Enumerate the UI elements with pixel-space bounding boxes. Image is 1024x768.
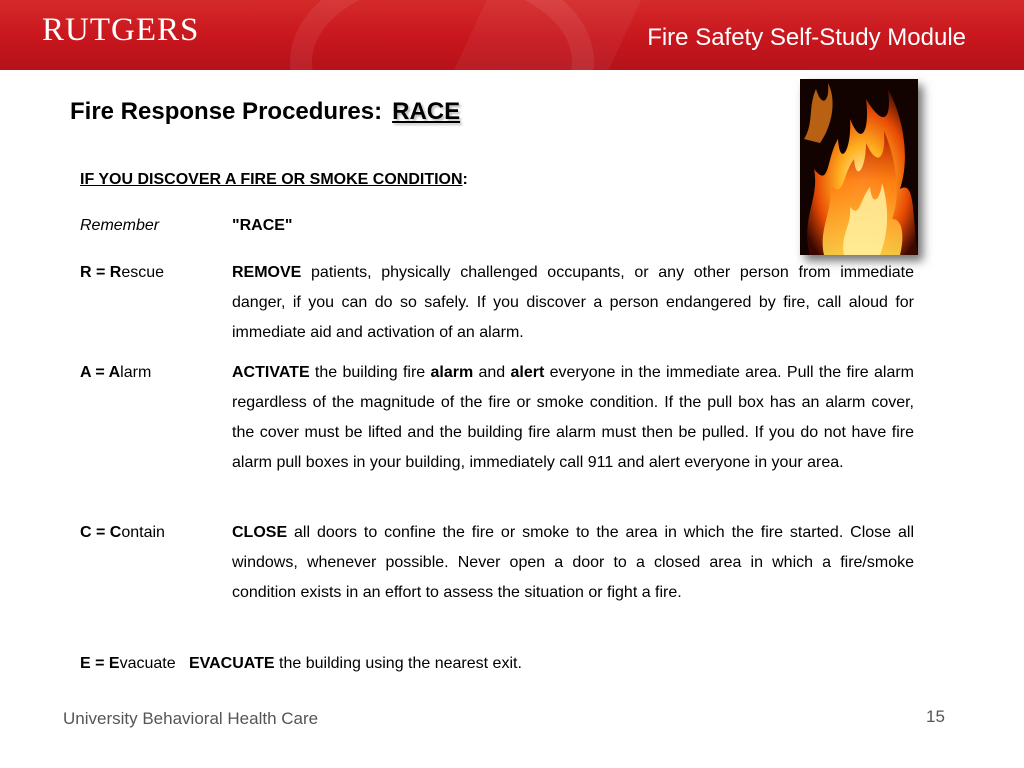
section-heading — [80, 171, 468, 189]
evacuate-body: the building using the nearest exit. — [274, 655, 522, 672]
rescue-label — [80, 264, 164, 282]
evacuate-letter: E = E — [80, 655, 120, 672]
contain-body: all doors to confine the fire or smoke to the area in which the fire started. Close all windows, whenever possible. Never open a door to a closed area in which a fire/smoke condition exists in an effort to assess the situation or fight a fire. — [232, 524, 914, 601]
contain-word: ontain — [121, 524, 165, 541]
contain-label — [80, 524, 165, 542]
rescue-lead: REMOVE — [232, 264, 302, 281]
evacuate-word: vacuate — [119, 655, 176, 672]
alarm-body-3: everyone in the immediate area. Pull the fire alarm regardless of the magnitude of the fire or smoke condition. If the pull box has an alarm cover, the cover must be lifted and the building fire alarm must then be pulled. If you do not have fire alarm pull boxes in your building, immediately call 911 and alert everyone in your area. — [232, 364, 915, 471]
rescue-word: escue — [121, 264, 165, 281]
contain-lead: CLOSE — [232, 524, 288, 541]
remember-value: "RACE" — [232, 217, 293, 234]
section-heading-colon: : — [462, 171, 468, 188]
evacuate-lead: EVACUATE — [188, 655, 275, 672]
section-heading-text: IF YOU DISCOVER A FIRE OR SMOKE CONDITION — [80, 171, 463, 188]
module-title: Fire Safety Self-Study Module — [647, 24, 966, 51]
slide-title-text: Fire Response Procedures: — [70, 98, 383, 125]
alarm-body-1: the building fire — [309, 364, 431, 381]
alarm-text — [232, 358, 914, 478]
evacuate-row — [80, 655, 522, 673]
rescue-body: patients, physically challenged occupants, or any other person from immediate danger, if you can do so safely. If you discover a person endangered by fire, call aloud for immediate aid and activation of an alarm. — [232, 264, 914, 341]
fire-photo — [800, 79, 918, 255]
remember-label: Remember — [80, 217, 160, 234]
alarm-letter: A = A — [80, 364, 121, 381]
slide-title-highlight: RACE — [392, 98, 461, 125]
slide-title — [70, 98, 460, 126]
rescue-text — [232, 258, 914, 348]
alarm-bold-2: alert — [510, 364, 545, 381]
rescue-letter: R = R — [80, 264, 122, 281]
contain-text — [232, 518, 914, 608]
alarm-lead: ACTIVATE — [232, 364, 310, 381]
page-number: 15 — [926, 707, 945, 726]
alarm-word: larm — [120, 364, 152, 381]
alarm-label — [80, 364, 151, 382]
alarm-bold-1: alarm — [430, 364, 474, 381]
rutgers-logo: RUTGERS — [42, 12, 200, 48]
fire-illustration — [800, 79, 918, 255]
alarm-body-2: and — [473, 364, 511, 381]
contain-letter: C = C — [80, 524, 122, 541]
footer-organization: University Behavioral Health Care — [63, 709, 319, 728]
header-banner — [0, 0, 1024, 70]
